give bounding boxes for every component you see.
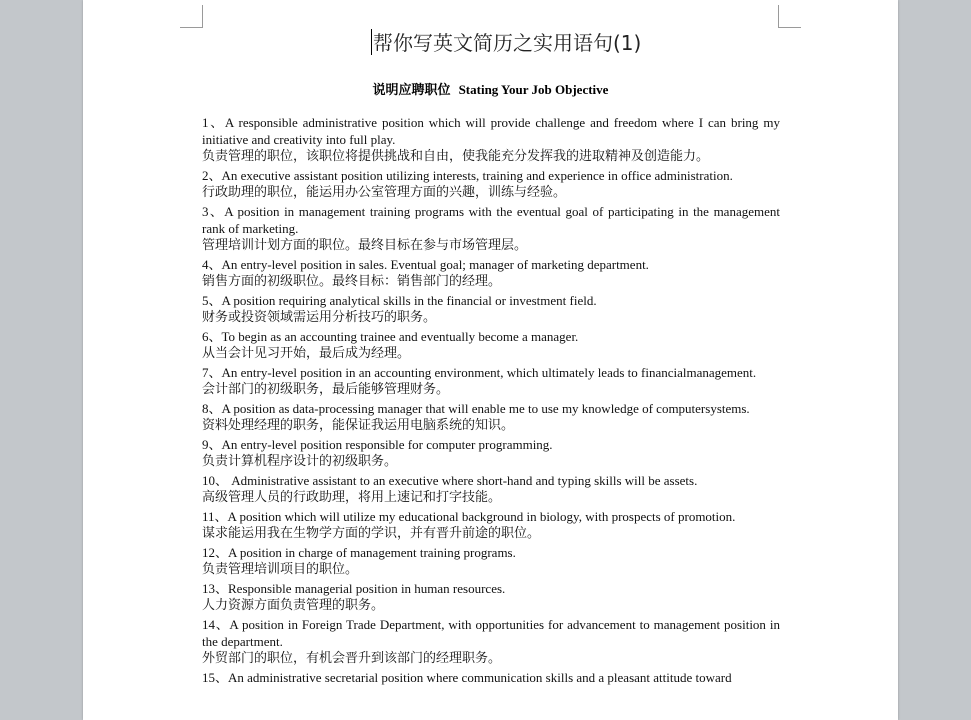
entry-5-en: 5、A position requiring analytical skills in the financial or investment field. — [202, 293, 597, 308]
entry-13-en: 13、Responsible managerial position in human resources. — [202, 581, 506, 596]
entry-4-en: 4、An entry-level position in sales. Eventual goal; manager of marketing department. — [202, 257, 649, 272]
section-heading-en: Stating Your Job Objective — [458, 82, 609, 97]
entry-3-en: 3、A position in management training programs with the eventual goal of participating in the management rank of marketing. — [202, 204, 780, 236]
entry-14-en: 14、A position in Foreign Trade Department, with opportunities for advancement to management position in the department. — [202, 617, 780, 649]
entry-9-zh: 负责计算机程序设计的初级职务。 — [202, 454, 398, 469]
entry-10-zh: 高级管理人员的行政助理，将用上速记和打字技能。 — [202, 490, 502, 505]
entry-10-en: 10、 Administrative assistant to an executive where short-hand and typing skills will be assets. — [202, 473, 698, 488]
entry-9-en: 9、An entry-level position responsible for computer programming. — [202, 437, 553, 452]
entry-11-en: 11、A position which will utilize my educational background in biology, with prospects of promotion. — [202, 509, 736, 524]
entry-15-en: 15、An administrative secretarial position where communication skills and a pleasant attitude toward — [202, 670, 732, 685]
entry-11-zh: 谋求能运用我在生物学方面的学识，并有晋升前途的职位。 — [202, 526, 541, 541]
entry-2-zh: 行政助理的职位，能运用办公室管理方面的兴趣，训练与经验。 — [202, 185, 567, 200]
entry-6-en: 6、To begin as an accounting trainee and eventually become a manager. — [202, 329, 579, 344]
entry-7-zh: 会计部门的初级职务，最后能够管理财务。 — [202, 382, 450, 397]
entry-13-zh: 人力资源方面负责管理的职务。 — [202, 598, 385, 613]
section-heading — [83, 79, 898, 98]
document-page — [83, 0, 898, 720]
document-body[interactable] — [202, 114, 780, 686]
entry-12-zh: 负责管理培训项目的职位。 — [202, 562, 359, 577]
document-title[interactable] — [371, 27, 671, 56]
entry-8-en: 8、A position as data-processing manager that will enable me to use my knowledge of computersystems. — [202, 401, 750, 416]
entry-1-zh: 负责管理的职位，该职位将提供挑战和自由，使我能充分发挥我的进取精神及创造能力。 — [202, 149, 710, 164]
entry-4-zh: 销售方面的初级职位。最终目标：销售部门的经理。 — [202, 274, 502, 289]
entry-6-zh: 从当会计见习开始，最后成为经理。 — [202, 346, 411, 361]
entry-7-en: 7、An entry-level position in an accounting environment, which ultimately leads to financialmanagement. — [202, 365, 757, 380]
entry-5-zh: 财务或投资领域需运用分析技巧的职务。 — [202, 310, 437, 325]
entry-12-en: 12、A position in charge of management training programs. — [202, 545, 516, 560]
entry-8-zh: 资料处理经理的职务，能保证我运用电脑系统的知识。 — [202, 418, 515, 433]
entry-1-en: 1、A responsible administrative position which will provide challenge and freedom where I can bring my initiative and creativity into full play. — [202, 115, 780, 147]
entry-3-zh: 管理培训计划方面的职位。最终目标在参与市场管理层。 — [202, 238, 528, 253]
margin-corner-top-right — [778, 5, 801, 28]
entry-2-en: 2、An executive assistant position utilizing interests, training and experience in office administration. — [202, 168, 733, 183]
section-heading-zh: 说明应聘职位 — [372, 83, 451, 98]
margin-corner-top-left — [180, 5, 203, 28]
text-cursor — [371, 29, 372, 55]
document-title-text: 帮你写英文简历之实用语句(1) — [373, 31, 642, 55]
entry-14-zh: 外贸部门的职位，有机会晋升到该部门的经理职务。 — [202, 651, 502, 666]
